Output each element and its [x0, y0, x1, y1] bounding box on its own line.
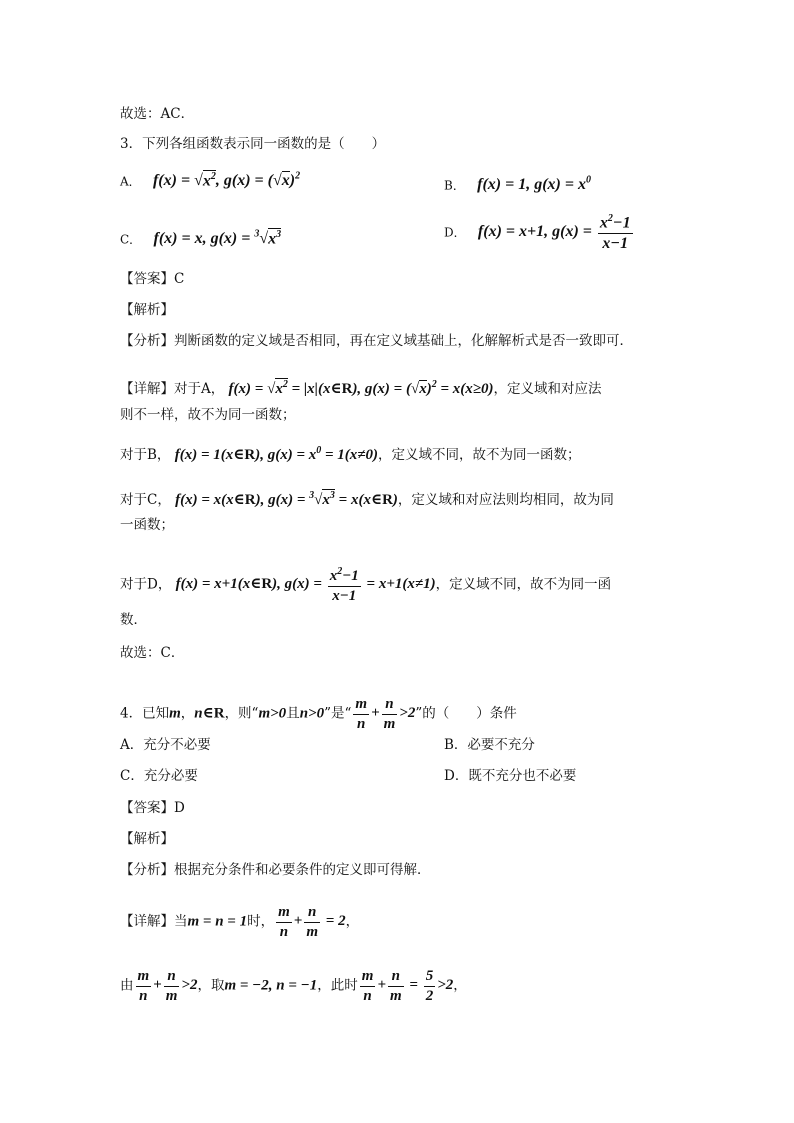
q4-option-a: A．充分不必要 [120, 737, 211, 753]
detail-prefix: 对于B， [120, 447, 171, 463]
option-label: A． [120, 174, 141, 189]
q3-option-b [444, 176, 591, 193]
q3-analysis-head: 【解析】 [120, 302, 174, 318]
q3-detail-d-cont: 数． [120, 612, 147, 628]
q3-detail-b [120, 446, 581, 463]
option-a-formula: $f(x) = √x^2$, $g(x) = (√x)^2$ [144, 171, 301, 190]
var-m: m [169, 705, 181, 722]
detail-d-formula: f(x) = x+1(x∈R), g(x) = $\frac{x^2-1}{x-1}$ = x+1(x≠1) [175, 566, 436, 604]
q4-detail-line2 [120, 968, 467, 1004]
stem-then: ，则“ [224, 705, 259, 722]
q3-analysis: 【分析】判断函数的定义域是否相同，再在定义域基础上，化解解析式是否一致即可． [120, 333, 633, 349]
line2-end: ， [453, 977, 467, 994]
detail-suffix: ，定义域和对应法则均相同，故为同 [397, 492, 614, 508]
line2-pre: 由 [120, 977, 134, 994]
detail-prefix: 【详解】当 [120, 913, 188, 930]
fraction-inequality: $\frac{m}{n}$ + $\frac{n}{m}$ >2 [355, 696, 416, 732]
q3-stem: 3．下列各组函数表示同一函数的是（ ） [120, 136, 386, 152]
q3-detail-a [120, 378, 601, 397]
q3-answer: 【答案】C [120, 271, 185, 287]
stem-post: ”的（ ）条件 [415, 705, 517, 722]
fraction-result: $\frac{m}{n}$ + $\frac{n}{m}$ = $\frac{5}{2}$ >2 [361, 968, 454, 1004]
q3-conclusion: 故选：C． [120, 645, 185, 661]
detail-prefix: 【详解】对于A， [120, 381, 225, 397]
detail-suffix: ，定义域和对应法 [493, 381, 602, 397]
detail-comma: ， [345, 913, 360, 930]
q4-option-c: C．充分必要 [120, 768, 198, 784]
q4-stem [120, 696, 517, 732]
detail-suffix: ，定义域不同，故不为同一函数； [378, 447, 581, 463]
q4-answer: 【答案】D [120, 800, 185, 816]
q4-option-b: B．必要不充分 [444, 737, 535, 753]
option-d-formula: f(x) = x+1, g(x) = $\frac{x^2-1}{x-1}$ [469, 213, 631, 252]
q3-option-c [120, 228, 281, 247]
m-positive: m>0 [258, 705, 287, 722]
option-label: D． [444, 225, 466, 240]
q4-analysis: 【分析】根据充分条件和必要条件的定义即可得解． [120, 862, 431, 878]
detail-a-formula: $f(x) = √x^2$ = |x|(x∈R), $g(x) = (√x)^2 = x(x\ge 0)$ [228, 379, 494, 397]
fraction-sum-equals-2: $\frac{m}{n}$ + $\frac{n}{m}$ = 2 [278, 904, 346, 940]
option-label: B． [444, 178, 465, 193]
m-n-values: m = −2, n = −1 [224, 977, 318, 994]
n-in-R: n∈R [194, 705, 225, 722]
stem-pre: 4．已知 [120, 705, 170, 722]
line2-take: ，取 [197, 977, 225, 994]
q3-detail-a-cont: 则不一样，故不为同一函数； [120, 407, 296, 423]
option-c-formula: f(x) = x, $g(x) = ^3√x^3$ [145, 229, 282, 248]
stem-and: 且 [286, 705, 300, 722]
q3-option-a [120, 170, 300, 189]
q4-analysis-head: 【解析】 [120, 831, 174, 847]
option-b-formula: f(x) = 1, $g(x) = x^0$ [469, 175, 591, 194]
m-equals-n-equals-1: m = n = 1 [187, 913, 248, 930]
detail-prefix: 对于D， [120, 576, 172, 593]
q3-option-d [444, 213, 635, 253]
stem-comma: ， [180, 705, 195, 722]
q3-detail-d [120, 566, 611, 604]
n-positive: n>0 [299, 705, 325, 722]
fraction-inequality-2: $\frac{m}{n}$ + $\frac{n}{m}$ >2 [137, 968, 198, 1004]
detail-b-formula: f(x) = 1(x∈R), $g(x) = x^0 = 1(x\ne 0)$ [174, 445, 379, 463]
intro-conclusion: 故选：AC． [120, 106, 195, 122]
q4-option-d: D．既不充分也不必要 [444, 768, 577, 784]
line2-then: ，此时 [317, 977, 358, 994]
detail-c-formula: f(x) = x(x∈R), $g(x) = ^3√x^3$ = x(x∈R) [175, 490, 398, 508]
q3-detail-c-cont: 一函数； [120, 517, 174, 533]
detail-prefix: 对于C， [120, 492, 171, 508]
q3-detail-c [120, 489, 614, 508]
detail-when: 时， [247, 913, 275, 930]
detail-suffix: ，定义域不同，故不为同一函 [435, 576, 612, 593]
stem-is: ”是“ [324, 705, 352, 722]
option-label: C． [120, 232, 142, 247]
q4-detail [120, 904, 359, 940]
